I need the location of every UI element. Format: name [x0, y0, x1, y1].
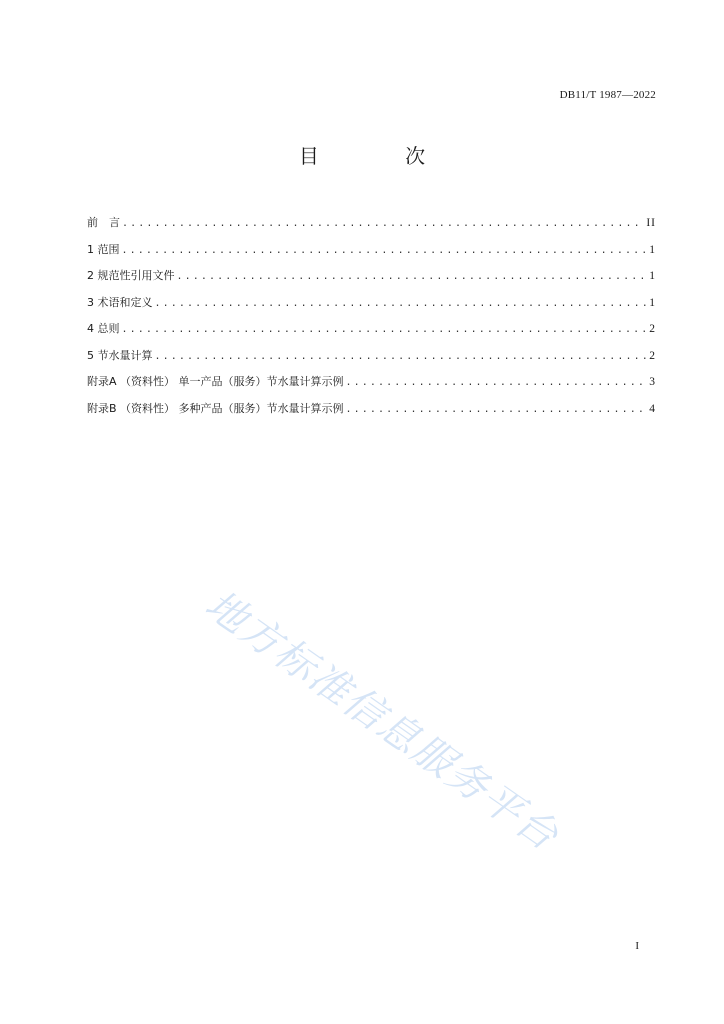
- toc-entry-label: 前 言: [87, 216, 120, 229]
- toc-entry-appendix-b[interactable]: [87, 400, 656, 427]
- toc-entry-page: 2: [649, 349, 656, 362]
- toc-entry-terms-definitions[interactable]: [87, 294, 656, 321]
- toc-entry-page: II: [646, 217, 656, 229]
- toc-leader-dots: [155, 351, 648, 362]
- toc-entry-scope[interactable]: [87, 241, 656, 268]
- toc-leader-dots: [122, 245, 648, 256]
- toc-leader-dots: [122, 218, 644, 229]
- toc-entry-appendix-a[interactable]: [87, 373, 656, 400]
- toc-entry-normative-references[interactable]: [87, 267, 656, 294]
- table-of-contents: [87, 214, 656, 426]
- toc-entry-label: 1 范围: [87, 242, 120, 256]
- toc-entry-water-saving-calculation[interactable]: [87, 347, 656, 374]
- toc-entry-page: 4: [649, 402, 656, 415]
- toc-entry-foreword[interactable]: [87, 214, 656, 241]
- toc-entry-general[interactable]: [87, 320, 656, 347]
- watermark: 地方标准信息服务平台: [196, 581, 568, 861]
- toc-entry-label: 4 总则: [87, 322, 120, 335]
- toc-entry-page: 2: [649, 323, 656, 335]
- toc-entry-label: 附录A （资料性） 单一产品（服务）节水量计算示例: [87, 375, 344, 388]
- standard-code: DB11/T 1987—2022: [559, 89, 656, 101]
- toc-entry-label: 5 节水量计算: [87, 348, 153, 362]
- toc-entry-label: 3 术语和定义: [87, 295, 153, 309]
- toc-entry-label: 附录B （资料性） 多种产品（服务）节水量计算示例: [87, 401, 344, 415]
- toc-entry-page: 1: [649, 296, 656, 309]
- toc-leader-dots: [122, 324, 648, 335]
- toc-entry-label: 2 规范性引用文件: [87, 269, 175, 282]
- toc-leader-dots: [346, 377, 648, 388]
- page-title: 目 次: [298, 144, 466, 168]
- toc-leader-dots: [155, 298, 648, 309]
- toc-leader-dots: [177, 271, 648, 282]
- toc-entry-page: 1: [649, 243, 656, 256]
- toc-entry-page: 1: [649, 270, 656, 282]
- toc-leader-dots: [346, 404, 648, 415]
- toc-entry-page: 3: [649, 376, 656, 388]
- page-number: I: [635, 940, 639, 952]
